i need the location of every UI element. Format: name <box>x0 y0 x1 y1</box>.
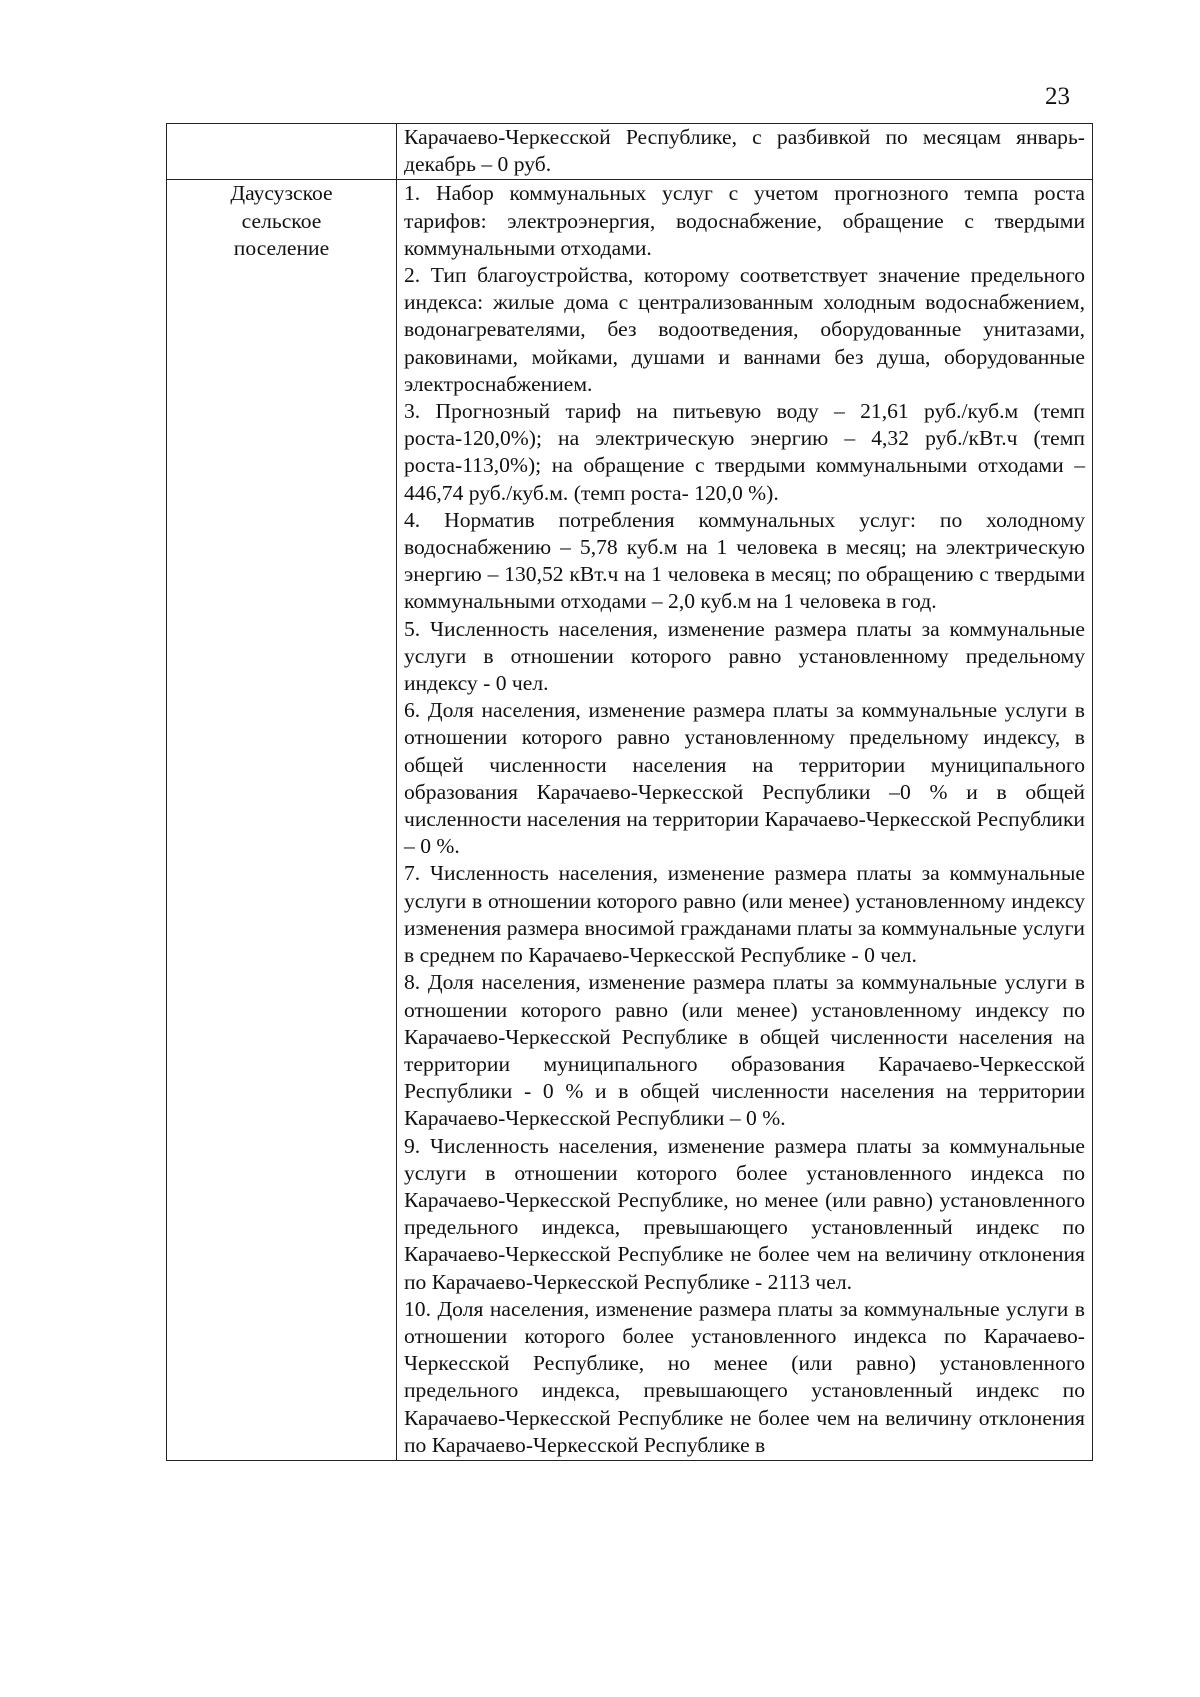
list-item: 6. Доля населения, изменение размера платы за коммунальные услуги в отношении которого равно установленному предельному индексу, в общей численности населения на территории муниципального образования Карачаево-Черкесской Республики –0 % и в общей численности населения на территории Карачаево-Черкесской Республики – 0 %. <box>404 698 1085 859</box>
empty-settlement-cell <box>167 124 397 180</box>
list-item: 2. Тип благоустройства, которому соответствует значение предельного индекса: жилые дома с централизованным холодным водоснабжением, водонагревателями, без водоотведения, оборудованные унитазами, раковинами, мойками, душами и ваннами без душа, оборудованные электроснабжением. <box>404 263 1085 396</box>
continuation-text: Карачаево-Черкесской Республике, с разбивкой по месяцам январь-декабрь – 0 руб. <box>404 125 1085 177</box>
list-item: 1. Набор коммунальных услуг с учетом прогнозного темпа роста тарифов: электроэнергия, водоснабжение, обращение с твердыми коммунальными отходами. <box>404 181 1085 260</box>
list-item: 3. Прогнозный тариф на питьевую воду – 21,61 руб./куб.м (темп роста-120,0%); на электрическую энергию – 4,32 руб./кВт.ч (темп роста-113,0%); на обращение с твердыми коммунальными отходами – 446,74 руб./куб.м. (темп роста- 120,0 %). <box>404 399 1085 505</box>
table-row <box>167 180 1093 1461</box>
table-row <box>167 124 1093 180</box>
list-item: 10. Доля населения, изменение размера платы за коммунальные услуги в отношении которого более установленного индекса по Карачаево-Черкесской Республике, но менее (или равно) установленного предельного индекса, превышающего установленный индекс по Карачаево-Черкесской Республике не более чем на величину отклонения по Карачаево-Черкесской Республике в <box>404 1296 1085 1457</box>
list-item: 5. Численность населения, изменение размера платы за коммунальные услуги в отношении которого равно установленному предельному индексу - 0 чел. <box>404 616 1085 696</box>
list-item: 9. Численность населения, изменение размера платы за коммунальные услуги в отношении которого более установленного индекса по Карачаево-Черкесской Республике, но менее (или равно) установленного предельного индекса, превышающего установленный индекс по Карачаево-Черкесской Республике не более чем на величину отклонения по Карачаево-Черкесской Республике - 2113 чел. <box>404 1133 1085 1294</box>
list-item: 7. Численность населения, изменение размера платы за коммунальные услуги в отношении которого равно (или менее) установленному индексу изменения размера вносимой гражданами платы за коммунальные услуги в среднем по Карачаево-Черкесской Республике - 0 чел. <box>404 861 1085 968</box>
list-item: 4. Норматив потребления коммунальных услуг: по холодному водоснабжению – 5,78 куб.м на 1 человека в месяц; на электрическую энергию – 130,52 кВт.ч на 1 человека в месяц; по обращению с твердыми коммунальными отходами – 2,0 куб.м на 1 человека в год. <box>404 507 1085 614</box>
continuation-cell <box>397 124 1093 180</box>
settlement-details-cell <box>397 180 1093 1461</box>
settlement-name: Даусузское сельское поселение <box>230 181 333 260</box>
settlement-cell <box>167 180 397 1461</box>
tariff-table <box>166 123 1093 1461</box>
list-item: 8. Доля населения, изменение размера платы за коммунальные услуги в отношении которого равно (или менее) установленному индексу по Карачаево-Черкесской Республике в общей численности населения на территории муниципального образования Карачаево-Черкесской Республики - 0 % и в общей численности населения на территории Карачаево-Черкесской Республики – 0 %. <box>404 970 1085 1131</box>
page-number: 23 <box>1045 83 1070 110</box>
